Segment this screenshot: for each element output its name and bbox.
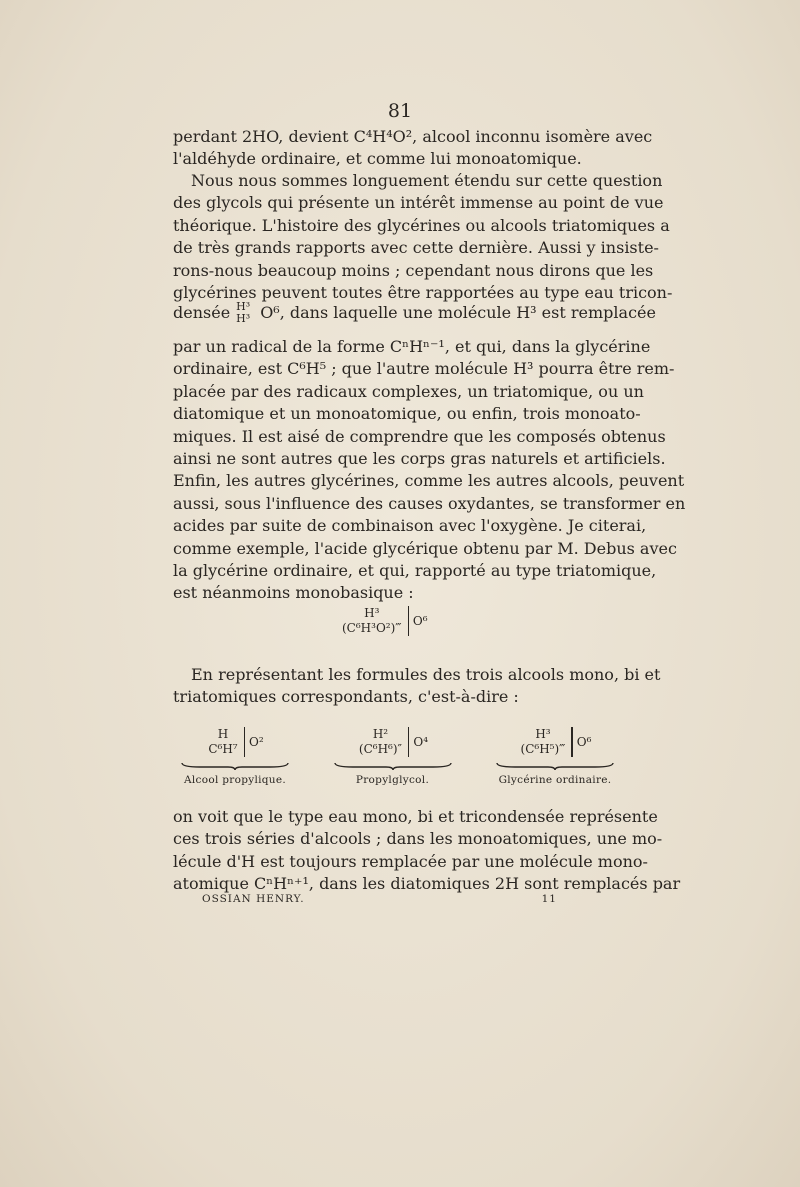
text-line: triatomiques correspondants, c'est-à-dire : — [173, 687, 519, 707]
glyceric-acid-formula — [340, 606, 428, 636]
formula-bottom: (C⁶H⁵)‴ — [520, 742, 566, 756]
footer-signature: 11 — [541, 893, 557, 905]
formula-stack — [521, 727, 566, 757]
paragraph-2-cont — [173, 336, 686, 605]
alcohol-formulas — [170, 723, 630, 793]
formula — [519, 723, 592, 761]
text-line: glycérines peuvent toutes être rapportées au type eau tricon- — [173, 283, 673, 303]
text-line: théorique. L'histoire des glycérines ou alcools triatomiques a — [173, 215, 670, 235]
alcohol-label: Alcool propylique. — [183, 774, 287, 786]
formula — [206, 723, 263, 761]
formula-stack — [208, 727, 237, 757]
text-line: placée par des radicaux complexes, un triatomique, ou un — [173, 381, 644, 401]
formula-right: O⁶ — [576, 735, 592, 749]
formula-bottom: C⁶H⁷ — [208, 742, 238, 756]
formula-prefix: densée — [173, 302, 231, 322]
text-line: par un radical de la forme CⁿHⁿ⁻¹, et qui, dans la glycérine — [173, 337, 651, 356]
text-line: ces trois séries d'alcools ; dans les monoatomiques, une mo- — [173, 829, 663, 849]
alcohol-label: Propylglycol. — [355, 774, 430, 786]
brace-icon — [180, 761, 290, 771]
formula-stack — [342, 606, 402, 636]
paragraph-4 — [173, 806, 681, 896]
formula-stack — [236, 301, 250, 325]
text-line: aussi, sous l'influence des causes oxydantes, se transformer en — [173, 493, 686, 513]
alcohol-label: Glycérine ordinaire. — [498, 774, 612, 786]
alcohol-propylglycol — [320, 723, 465, 786]
alcohol-glycerine — [480, 723, 630, 786]
formula-bottom: (C⁶H³O²)‴ — [342, 621, 402, 635]
text-line: l'aldéhyde ordinaire, et comme lui monoatomique. — [173, 149, 582, 169]
formula — [357, 723, 428, 761]
text-line: comme exemple, l'acide glycérique obtenu par M. Debus avec — [173, 538, 677, 558]
text-line: Enfin, les autres glycérines, comme les autres alcools, peuvent — [173, 471, 685, 491]
text-line: diatomique et un monoatomique, ou enfin, trois monoato- — [173, 404, 641, 424]
alcohol-propylique — [170, 723, 300, 786]
formula-stack — [359, 727, 402, 757]
formula-top: H³ — [364, 606, 380, 620]
formula-bottom: (C⁶H⁶)″ — [358, 742, 403, 756]
formula-top: H³ — [535, 727, 551, 741]
text-line: miques. Il est aisé de comprendre que les composés obtenus — [173, 426, 666, 446]
text-line: atomique CⁿHⁿ⁺¹, dans les diatomiques 2H sont remplacés par — [173, 874, 681, 894]
text-line: des glycols qui présente un intérêt immense au point de vue — [173, 193, 664, 213]
formula-top: H — [217, 727, 229, 741]
formula-right: O⁶ — [412, 614, 428, 628]
text-line: acides par suite de combinaison avec l'oxygène. Je citerai, — [173, 516, 647, 536]
text-line: rons-nous beaucoup moins ; cependant nous dirons que les — [173, 260, 654, 280]
paragraph-1 — [173, 126, 653, 171]
formula-right: O⁴ — [413, 735, 429, 749]
brace-icon — [333, 761, 453, 771]
text-line: perdant 2HO, devient C⁴H⁴O², alcool inconnu isomère avec — [173, 127, 653, 146]
text-line: ordinaire, est C⁶H⁵ ; que l'autre molécule H³ pourra être rem- — [173, 359, 675, 379]
paragraph-3 — [173, 664, 661, 709]
text-line: de très grands rapports avec cette dernière. Aussi y insiste- — [173, 238, 659, 258]
text-line: est néanmoins monobasique : — [173, 583, 414, 603]
brace-icon — [495, 761, 615, 771]
formula-bar — [244, 727, 245, 757]
page-number: 81 — [387, 100, 413, 122]
formula-bar — [408, 727, 409, 757]
text-line: lécule d'H est toujours remplacée par une molécule mono- — [173, 851, 648, 871]
formula-bottom: H³ — [236, 312, 251, 325]
text-line: on voit que le type eau mono, bi et tricondensée représente — [173, 807, 658, 826]
formula-line — [173, 298, 656, 328]
page-footer — [202, 893, 557, 905]
formula-right: O² — [249, 735, 264, 749]
formula-top: H³ — [236, 300, 251, 313]
formula-top: H² — [372, 727, 389, 741]
text-line: Nous nous sommes longuement étendu sur cette question — [191, 171, 663, 190]
formula-bar — [408, 606, 409, 636]
text-line: En représentant les formules des trois alcools mono, bi et — [191, 665, 661, 684]
formula-suffix: , dans laquelle une molécule H³ est remplacée — [279, 302, 656, 322]
formula-bar — [571, 727, 572, 757]
formula-right: O⁶ — [260, 302, 280, 322]
text-line: ainsi ne sont autres que les corps gras naturels et artificiels. — [173, 449, 666, 469]
footer-author: OSSIAN HENRY. — [202, 893, 305, 905]
paragraph-2 — [173, 170, 673, 304]
text-line: la glycérine ordinaire, et qui, rapporté au type triatomique, — [173, 561, 657, 581]
